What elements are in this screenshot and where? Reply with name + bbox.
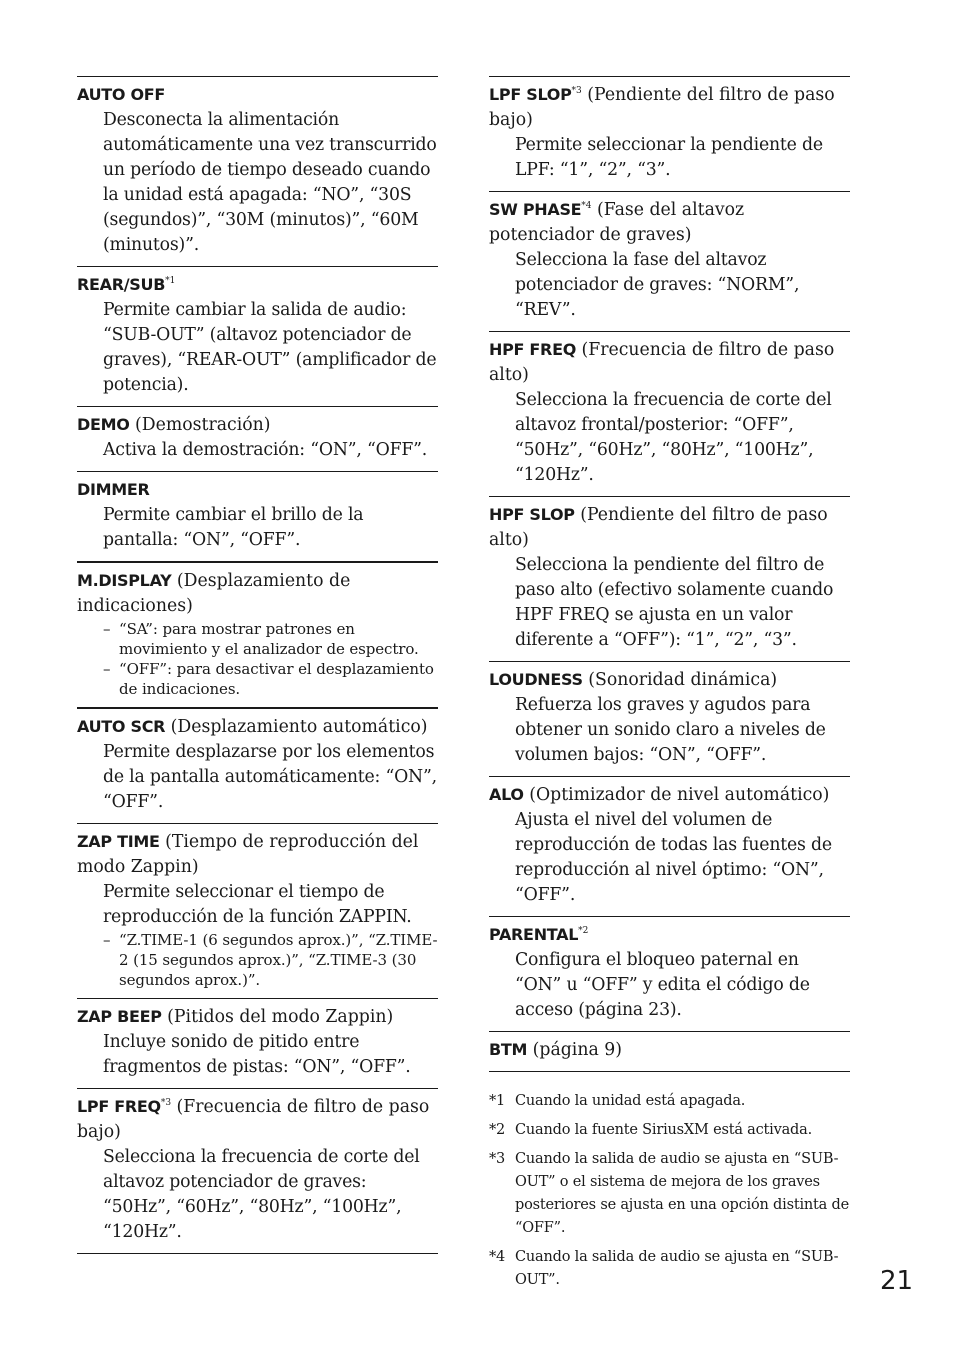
entry-sub-item: – “Z.TIME-1 (6 segundos aprox.)”, “Z.TIME-2 (15 segundos aprox.)”, “Z.TIME-3 (30 segundos aprox.)”. xyxy=(103,931,438,989)
footnote-mark: *2 xyxy=(489,1122,506,1138)
entry-description: Permite seleccionar el tiempo de reproducción de la función ZAPPIN. xyxy=(103,882,412,927)
entry-description: Permite desplazarse por los elementos de la pantalla automáticamente: “ON”, “OFF”. xyxy=(103,742,437,812)
menu-entry-auto-off xyxy=(77,76,438,266)
menu-entry-btm xyxy=(489,1031,850,1071)
entry-paren: (Optimizador de nivel automático) xyxy=(529,785,830,805)
menu-entry-lpf-slop xyxy=(489,76,850,191)
footnote-ref: *3 xyxy=(571,86,582,97)
entry-description: Incluye sonido de pitido entre fragmentos de pistas: “ON”, “OFF”. xyxy=(103,1032,411,1077)
menu-entry-dimmer xyxy=(77,471,438,561)
entry-paren: (Demostración) xyxy=(135,415,271,435)
entry-paren: (Frecuencia de filtro de paso alto) xyxy=(489,340,835,385)
footnote xyxy=(489,1119,850,1142)
entry-paren: (Pitidos del modo Zappin) xyxy=(167,1007,394,1027)
menu-entry-zap-beep xyxy=(77,998,438,1088)
entry-paren: (Fase del altavoz potenciador de graves) xyxy=(489,200,745,245)
entry-paren: (Tiempo de reproducción del modo Zappin) xyxy=(77,832,419,877)
entry-sub-item: – “SA”: para mostrar patrones en movimiento y el analizador de espectro. xyxy=(103,620,419,658)
footnote-mark: *4 xyxy=(489,1249,506,1265)
entry-key: ZAP BEEP xyxy=(77,1007,162,1026)
footnote-text: Cuando la salida de audio se ajusta en “SUB-OUT” o el sistema de mejora de los graves posteriores se ajusta en una opción distinta de “OFF”. xyxy=(515,1151,849,1236)
menu-entry-hpf-slop xyxy=(489,496,850,661)
entry-paren: (Desplazamiento de indicaciones) xyxy=(77,571,351,616)
entry-description: Refuerza los graves y agudos para obtener un sonido claro a niveles de volumen bajos: “ON”, “OFF”. xyxy=(515,695,826,765)
entry-description: Permite seleccionar la pendiente de LPF: “1”, “2”, “3”. xyxy=(515,135,823,180)
footnote-ref: *1 xyxy=(165,276,176,287)
entry-key: DIMMER xyxy=(77,480,150,499)
footnote-mark: *1 xyxy=(489,1093,506,1109)
left-column xyxy=(77,76,438,1254)
entry-description: Permite cambiar el brillo de la pantalla: “ON”, “OFF”. xyxy=(103,505,364,550)
footnote-text: Cuando la unidad está apagada. xyxy=(515,1093,746,1109)
entry-paren: (Desplazamiento automático) xyxy=(170,717,428,737)
entry-paren: (página 9) xyxy=(532,1040,623,1060)
menu-entry-sw-phase xyxy=(489,191,850,331)
menu-entry-zap-time xyxy=(77,823,438,998)
right-column xyxy=(489,76,850,1298)
entry-paren: (Frecuencia de filtro de paso bajo) xyxy=(77,1097,430,1142)
entry-description: Selecciona la frecuencia de corte del altavoz potenciador de graves: “50Hz”, “60Hz”, “80Hz”, “100Hz”, “120Hz”. xyxy=(103,1147,420,1242)
menu-entry-auto-scr xyxy=(77,707,438,823)
menu-entry-rear-sub xyxy=(77,266,438,406)
page-number: 21 xyxy=(880,1266,914,1296)
entry-key: LPF FREQ xyxy=(77,1097,161,1116)
divider xyxy=(489,1071,850,1072)
menu-entry-parental xyxy=(489,916,850,1031)
menu-entry-lpf-freq xyxy=(77,1088,438,1253)
entry-key: LOUDNESS xyxy=(489,670,583,689)
entry-description: Ajusta el nivel del volumen de reproducción de todas las fuentes de reproducción al nivel óptimo: “ON”, “OFF”. xyxy=(515,810,832,905)
menu-entry-demo xyxy=(77,406,438,471)
entry-key: LPF SLOP xyxy=(489,85,572,104)
footnote-text: Cuando la salida de audio se ajusta en “SUB-OUT”. xyxy=(515,1249,839,1288)
footnote-ref: *4 xyxy=(581,201,592,212)
entry-key: SW PHASE xyxy=(489,200,582,219)
menu-entry-loudness xyxy=(489,661,850,776)
entry-description: Permite cambiar la salida de audio: “SUB-OUT” (altavoz potenciador de graves), “REAR-OUT” (amplificador de potencia). xyxy=(103,300,437,395)
divider xyxy=(77,1253,438,1254)
entry-key: ALO xyxy=(489,785,524,804)
entry-key: PARENTAL xyxy=(489,925,579,944)
entry-paren: (Sonoridad dinámica) xyxy=(588,670,778,690)
footnote xyxy=(489,1090,850,1113)
entry-paren: (Pendiente del filtro de paso bajo) xyxy=(489,85,835,130)
entry-key: HPF SLOP xyxy=(489,505,575,524)
entry-key: REAR/SUB xyxy=(77,275,166,294)
entry-key: M.DISPLAY xyxy=(77,571,172,590)
entry-description: Selecciona la pendiente del filtro de paso alto (efectivo solamente cuando HPF FREQ se ajusta en un valor diferente a “OFF”): “1”, “2”, “3”. xyxy=(515,555,834,650)
entry-key: AUTO OFF xyxy=(77,85,166,104)
menu-entry-hpf-freq xyxy=(489,331,850,496)
entry-key: HPF FREQ xyxy=(489,340,576,359)
entry-key: ZAP TIME xyxy=(77,832,160,851)
menu-entry-m-display xyxy=(77,561,438,707)
footnotes xyxy=(489,1090,850,1292)
entry-paren: (Pendiente del filtro de paso alto) xyxy=(489,505,828,550)
entry-key: BTM xyxy=(489,1040,528,1059)
footnote-text: Cuando la fuente SiriusXM está activada. xyxy=(515,1122,812,1138)
footnote-ref: *3 xyxy=(160,1098,172,1109)
entry-description: Selecciona la frecuencia de corte del altavoz frontal/posterior: “OFF”, “50Hz”, “60Hz”, “80Hz”, “100Hz”, “120Hz”. xyxy=(515,390,832,485)
footnote-ref: *2 xyxy=(578,926,589,937)
menu-entry-alo xyxy=(489,776,850,916)
footnote-mark: *3 xyxy=(489,1151,506,1167)
entry-sub-item: – “OFF”: para desactivar el desplazamiento de indicaciones. xyxy=(103,660,434,698)
entry-description: Selecciona la fase del altavoz potenciador de graves: “NORM”, “REV”. xyxy=(515,250,800,320)
entry-description: Desconecta la alimentación automáticamente una vez transcurrido un período de tiempo deseado cuando la unidad está apagada: “NO”, “30S (segundos)”, “30M (minutos)”, “60M (minutos)”. xyxy=(103,110,437,255)
entry-key: DEMO xyxy=(77,415,130,434)
entry-description: Activa la demostración: “ON”, “OFF”. xyxy=(103,440,428,460)
footnote xyxy=(489,1148,850,1240)
entry-key: AUTO SCR xyxy=(77,717,166,736)
footnote xyxy=(489,1246,850,1292)
entry-description: Configura el bloqueo paternal en “ON” u “OFF” y edita el código de acceso (página 23). xyxy=(515,950,810,1020)
